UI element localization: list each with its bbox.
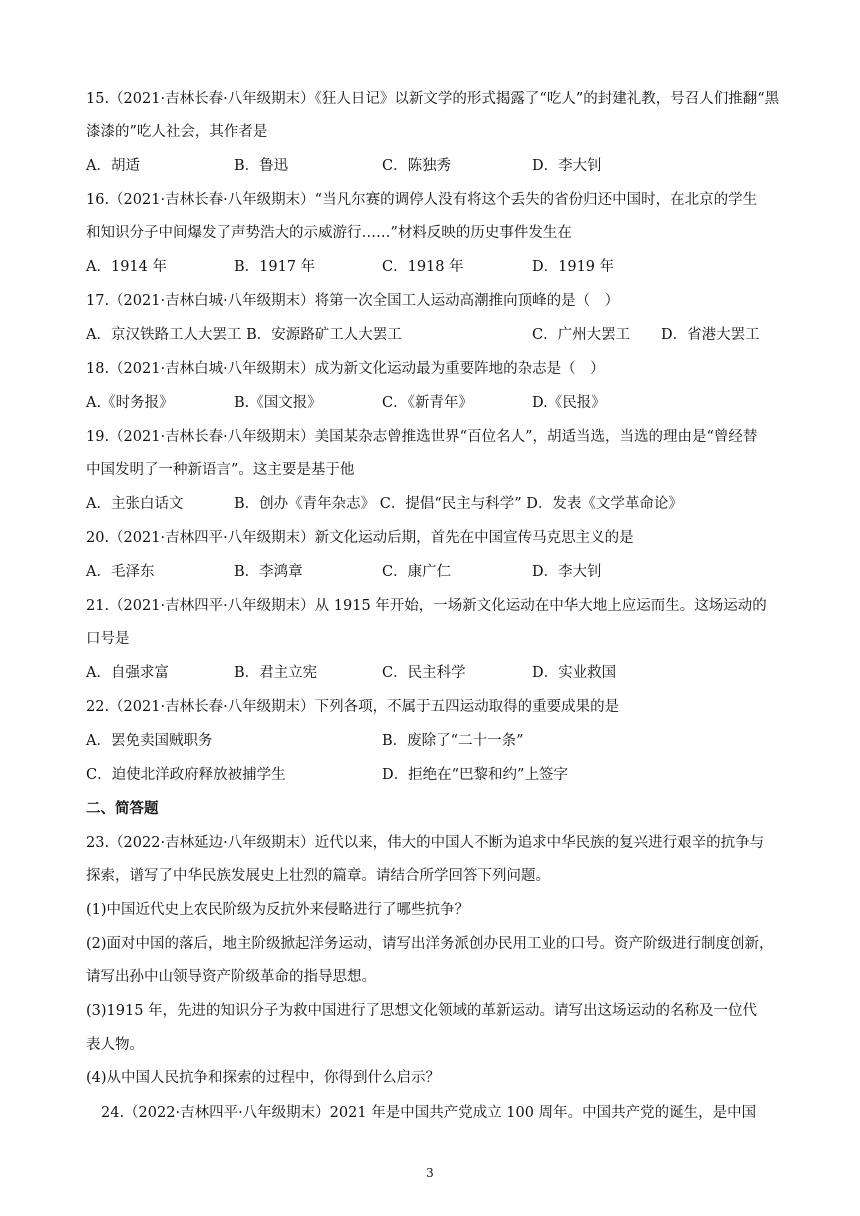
q22-option-d: D．拒绝在“巴黎和约”上签字 [382, 767, 568, 783]
q24-line-1: 24.（2022·吉林四平·八年级期末）2021 年是中国共产党成立 100 周年。中国共产党的诞生，是中国 [101, 1105, 757, 1121]
q15-stem-line-2: 漆漆的”吃人社会，其作者是 [86, 124, 268, 140]
q20-option-d: D．李大钊 [532, 564, 602, 580]
q18-option-a: A.《时务报》 [86, 395, 174, 411]
q15-stem-line-1: 15.（2021·吉林长春·八年级期末）《狂人日记》以新文学的形式揭露了“吃人”的封建礼教，号召人们推翻“黑 [86, 91, 780, 107]
q17-stem: 17.（2021·吉林白城·八年级期末）将第一次全国工人运动高潮推向顶峰的是（ ） [86, 293, 620, 309]
q21-option-a: A．自强求富 [86, 665, 169, 681]
q20-stem: 20.（2021·吉林四平·八年级期末）新文化运动后期，首先在中国宣传马克思主义的是 [86, 530, 634, 546]
q16-option-d: D．1919 年 [532, 259, 615, 275]
q23-subquestion-1: (1)中国近代史上农民阶级为反抗外来侵略进行了哪些抗争？ [86, 902, 470, 918]
q19-stem-line-2: 中国发明了一种新语言”。这主要是基于他 [86, 462, 355, 478]
q21-option-c: C．民主科学 [382, 665, 466, 681]
q15-option-a: A．胡适 [86, 158, 140, 174]
q15-option-c: C．陈独秀 [382, 158, 452, 174]
q18-option-d: D.《民报》 [532, 395, 606, 411]
q23-subquestion-2-line-1: (2)面对中国的落后，地主阶级掀起洋务运动，请写出洋务派创办民用工业的口号。资产阶级进行制度创新， [86, 936, 774, 952]
q17-option-d: D．省港大罢工 [661, 327, 760, 343]
q20-option-a: A．毛泽东 [86, 564, 155, 580]
q21-option-b: B．君主立宪 [234, 665, 318, 681]
page-number: 3 [426, 1166, 434, 1180]
q23-subquestion-4: (4)从中国人民抗争和探索的过程中，你得到什么启示？ [86, 1070, 441, 1086]
q19-option-a: A．主张白话文 [86, 496, 184, 512]
q23-subquestion-3-line-2: 表人物。 [86, 1037, 144, 1053]
q20-option-c: C．康广仁 [382, 564, 452, 580]
q22-stem: 22.（2021·吉林长春·八年级期末）下列各项，不属于五四运动取得的重要成果的是 [86, 699, 620, 715]
q22-option-c: C．迫使北洋政府释放被捕学生 [86, 767, 286, 783]
q18-stem: 18.（2021·吉林白城·八年级期末）成为新文化运动最为重要阵地的杂志是（ ） [86, 361, 605, 377]
q17-option-a-b: A．京汉铁路工人大罢工 B．安源路矿工人大罢工 [86, 327, 402, 343]
q16-option-c: C．1918 年 [382, 259, 464, 275]
q22-option-a: A．罢免卖国贼职务 [86, 733, 213, 749]
q21-stem-line-2: 口号是 [86, 631, 130, 647]
q22-option-b: B．废除了“二十一条” [382, 733, 524, 749]
q19-stem-line-1: 19.（2021·吉林长春·八年级期末）美国某杂志曾推选世界“百位名人”，胡适当选，当选的理由是“曾经替 [86, 429, 758, 445]
q16-stem-line-1: 16.（2021·吉林长春·八年级期末）“当凡尔赛的调停人没有将这个丢失的省份归还中国时，在北京的学生 [86, 192, 758, 208]
section-heading: 二、简答题 [86, 800, 159, 817]
q23-line-2: 探索，谱写了中华民族发展史上壮烈的篇章。请结合所学回答下列问题。 [86, 868, 550, 884]
q16-option-b: B．1917 年 [234, 259, 316, 275]
q21-stem-line-1: 21.（2021·吉林四平·八年级期末）从 1915 年开始，一场新文化运动在中华大地上应运而生。这场运动的 [86, 598, 767, 614]
q20-option-b: B．李鸿章 [234, 564, 303, 580]
q23-subquestion-2-line-2: 请写出孙中山领导资产阶级革命的指导思想。 [86, 969, 376, 985]
q18-option-c: C．《新青年》 [382, 395, 473, 411]
q17-option-c: C．广州大罢工 [532, 327, 631, 343]
q18-option-b: B.《国文报》 [234, 395, 322, 411]
q21-option-d: D．实业救国 [532, 665, 617, 681]
q19-option-b-c-d: B．创办《青年杂志》 C．提倡“民主与科学” D．发表《文学革命论》 [234, 496, 683, 512]
q23-subquestion-3-line-1: (3)1915 年，先进的知识分子为救中国进行了思想文化领域的革新运动。请写出这场运动的名称及一位代 [86, 1003, 758, 1019]
q16-option-a: A．1914 年 [86, 259, 167, 275]
q15-option-d: D．李大钊 [532, 158, 602, 174]
q15-option-b: B．鲁迅 [234, 158, 289, 174]
q23-line-1: 23.（2022·吉林延边·八年级期末）近代以来，伟大的中国人不断为追求中华民族的复兴进行艰辛的抗争与 [86, 835, 765, 851]
q16-stem-line-2: 和知识分子中间爆发了声势浩大的示威游行……”材料反映的历史事件发生在 [86, 225, 572, 241]
